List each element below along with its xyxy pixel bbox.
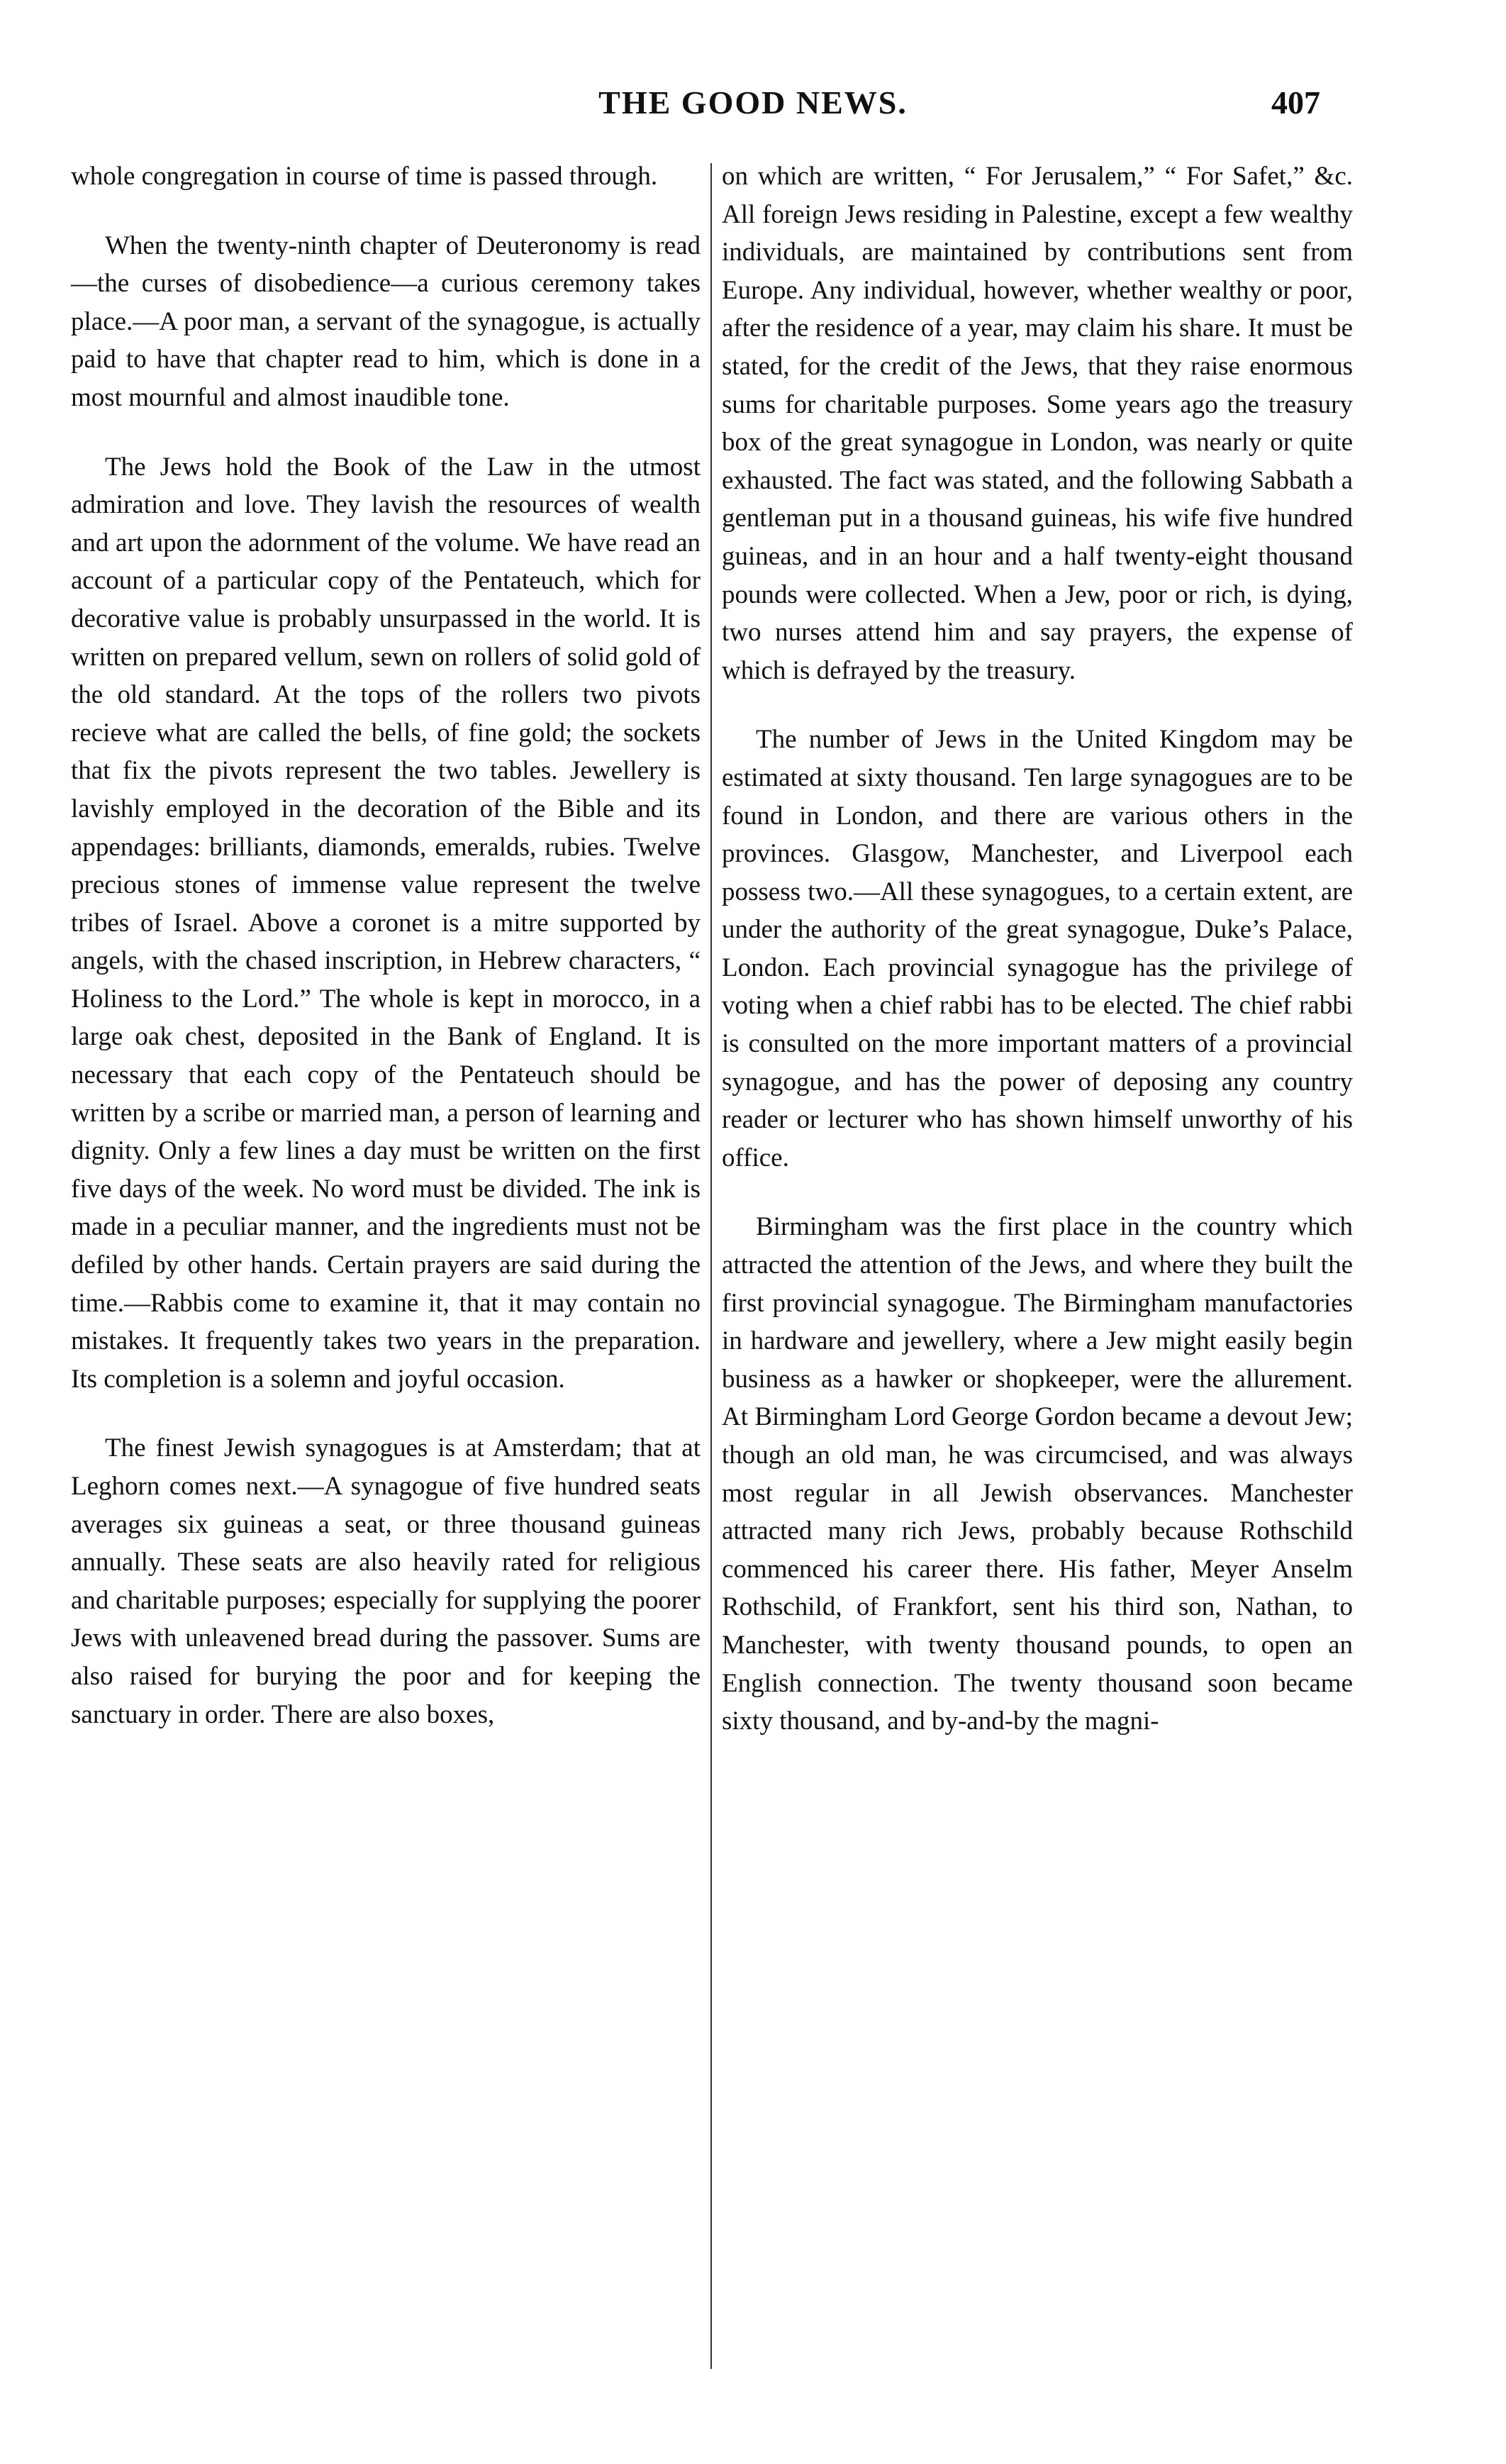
paragraph: whole congregation in course of time is passed through. [71,162,658,191]
left-column [71,157,701,1765]
page-title: THE GOOD NEWS. [598,84,908,121]
paragraph: The number of Jews in the United Kingdom may be estimated at sixty thousand. Ten large synagogues are to be found in London, and there are various others in the provinces. Glasgow, Manchester, and Liverpool each possess two.—All these synagogues, to a certain extent, are under the authority of the great synagogue, Duke’s Palace, London. Each provincial synagogue has the privilege of voting when a chief rabbi has to be elected. The chief rabbi is consulted on the more important matters of a provincial synagogue, and has the power of deposing any country reader or lecturer who has shown himself unworthy of his office. [722,725,1353,1172]
running-head [0,84,1506,133]
right-column [722,157,1353,1772]
paragraph: The Jews hold the Book of the Law in the utmost admiration and love. They lavish the resources of wealth and art upon the adornment of the volume. We have read an account of a particular copy of the Pentateuch, which for decorative value is probably unsurpassed in the world. It is written on prepared vellum, sewn on rollers of solid gold of the old standard. At the tops of the rollers two pivots recieve what are called the bells, of fine gold; the sockets that fix the pivots represent the two tables. Jewellery is lavishly employed in the decoration of the Bible and its appendages: brilliants, diamonds, emeralds, rubies. Twelve precious stones of immense value represent the twelve tribes of Israel. Above a coronet is a mitre supported by angels, with the chased inscription, in Hebrew characters, “ Holiness to the Lord.” The whole is kept in morocco, in a large oak chest, deposited in the Bank of England. It is necessary that each copy of the Pentateuch should be written by a scribe or married man, a person of learning and dignity. Only a few lines a day must be written on the first five days of the week. No word must be divided. The ink is made in a peculiar manner, and the ingredients must not be defiled by other hands. Certain prayers are said during the time.—Rabbis come to examine it, that it may contain no mistakes. It frequently takes two years in the preparation. Its completion is a solemn and joyful occasion. [71,452,701,1394]
page-number: 407 [1271,84,1320,121]
paragraph: on which are written, “ For Jerusalem,” “ For Safet,” &c. All foreign Jews residing in Palestine, except a few wealthy individuals, are maintained by contributions sent from Europe. Any individual, however, whether wealthy or poor, after the residence of a year, may claim his share. It must be stated, for the credit of the Jews, that they raise enormous sums for charitable purposes. Some years ago the treasury box of the great synagogue in London, was nearly or quite exhausted. The fact was stated, and the following Sabbath a gentleman put in a thousand guineas, his wife five hundred guineas, and in an hour and a half twenty-eight thousand pounds were collected. When a Jew, poor or rich, is dying, two nurses attend him and say prayers, the expense of which is defrayed by the treasury. [722,162,1353,685]
column-divider [710,163,712,2369]
paragraph: The finest Jewish synagogues is at Amsterdam; that at Leghorn comes next.—A synagogue of five hundred seats averages six guineas a seat, or three thousand guineas annually. These seats are also heavily rated for religious and charitable purposes; especially for supplying the poorer Jews with unleavened bread during the passover. Sums are also raised for burying the poor and for keeping the sanctuary in order. There are also boxes, [71,1433,701,1729]
paragraph: Birmingham was the first place in the country which attracted the attention of the Jews, and where they built the first provincial synagogue. The Birmingham manufactories in hardware and jewellery, where a Jew might easily begin business as a hawker or shopkeeper, were the allurement. At Birmingham Lord George Gordon became a devout Jew; though an old man, he was circumcised, and was always most regular in all Jewish observances. Manchester attracted many rich Jews, probably because Rothschild commenced his career there. His father, Meyer Anselm Rothschild, of Frankfort, sent his third son, Nathan, to Manchester, with twenty thousand pounds, to open an English connection. The twenty thousand soon became sixty thousand, and by-and-by the magni- [722,1212,1353,1736]
paragraph: When the twenty-ninth chapter of Deuteronomy is read—the curses of disobedience—a curious ceremony takes place.—A poor man, a servant of the synagogue, is actually paid to have that chapter read to him, which is done in a most mournful and almost inaudible tone. [71,231,701,412]
